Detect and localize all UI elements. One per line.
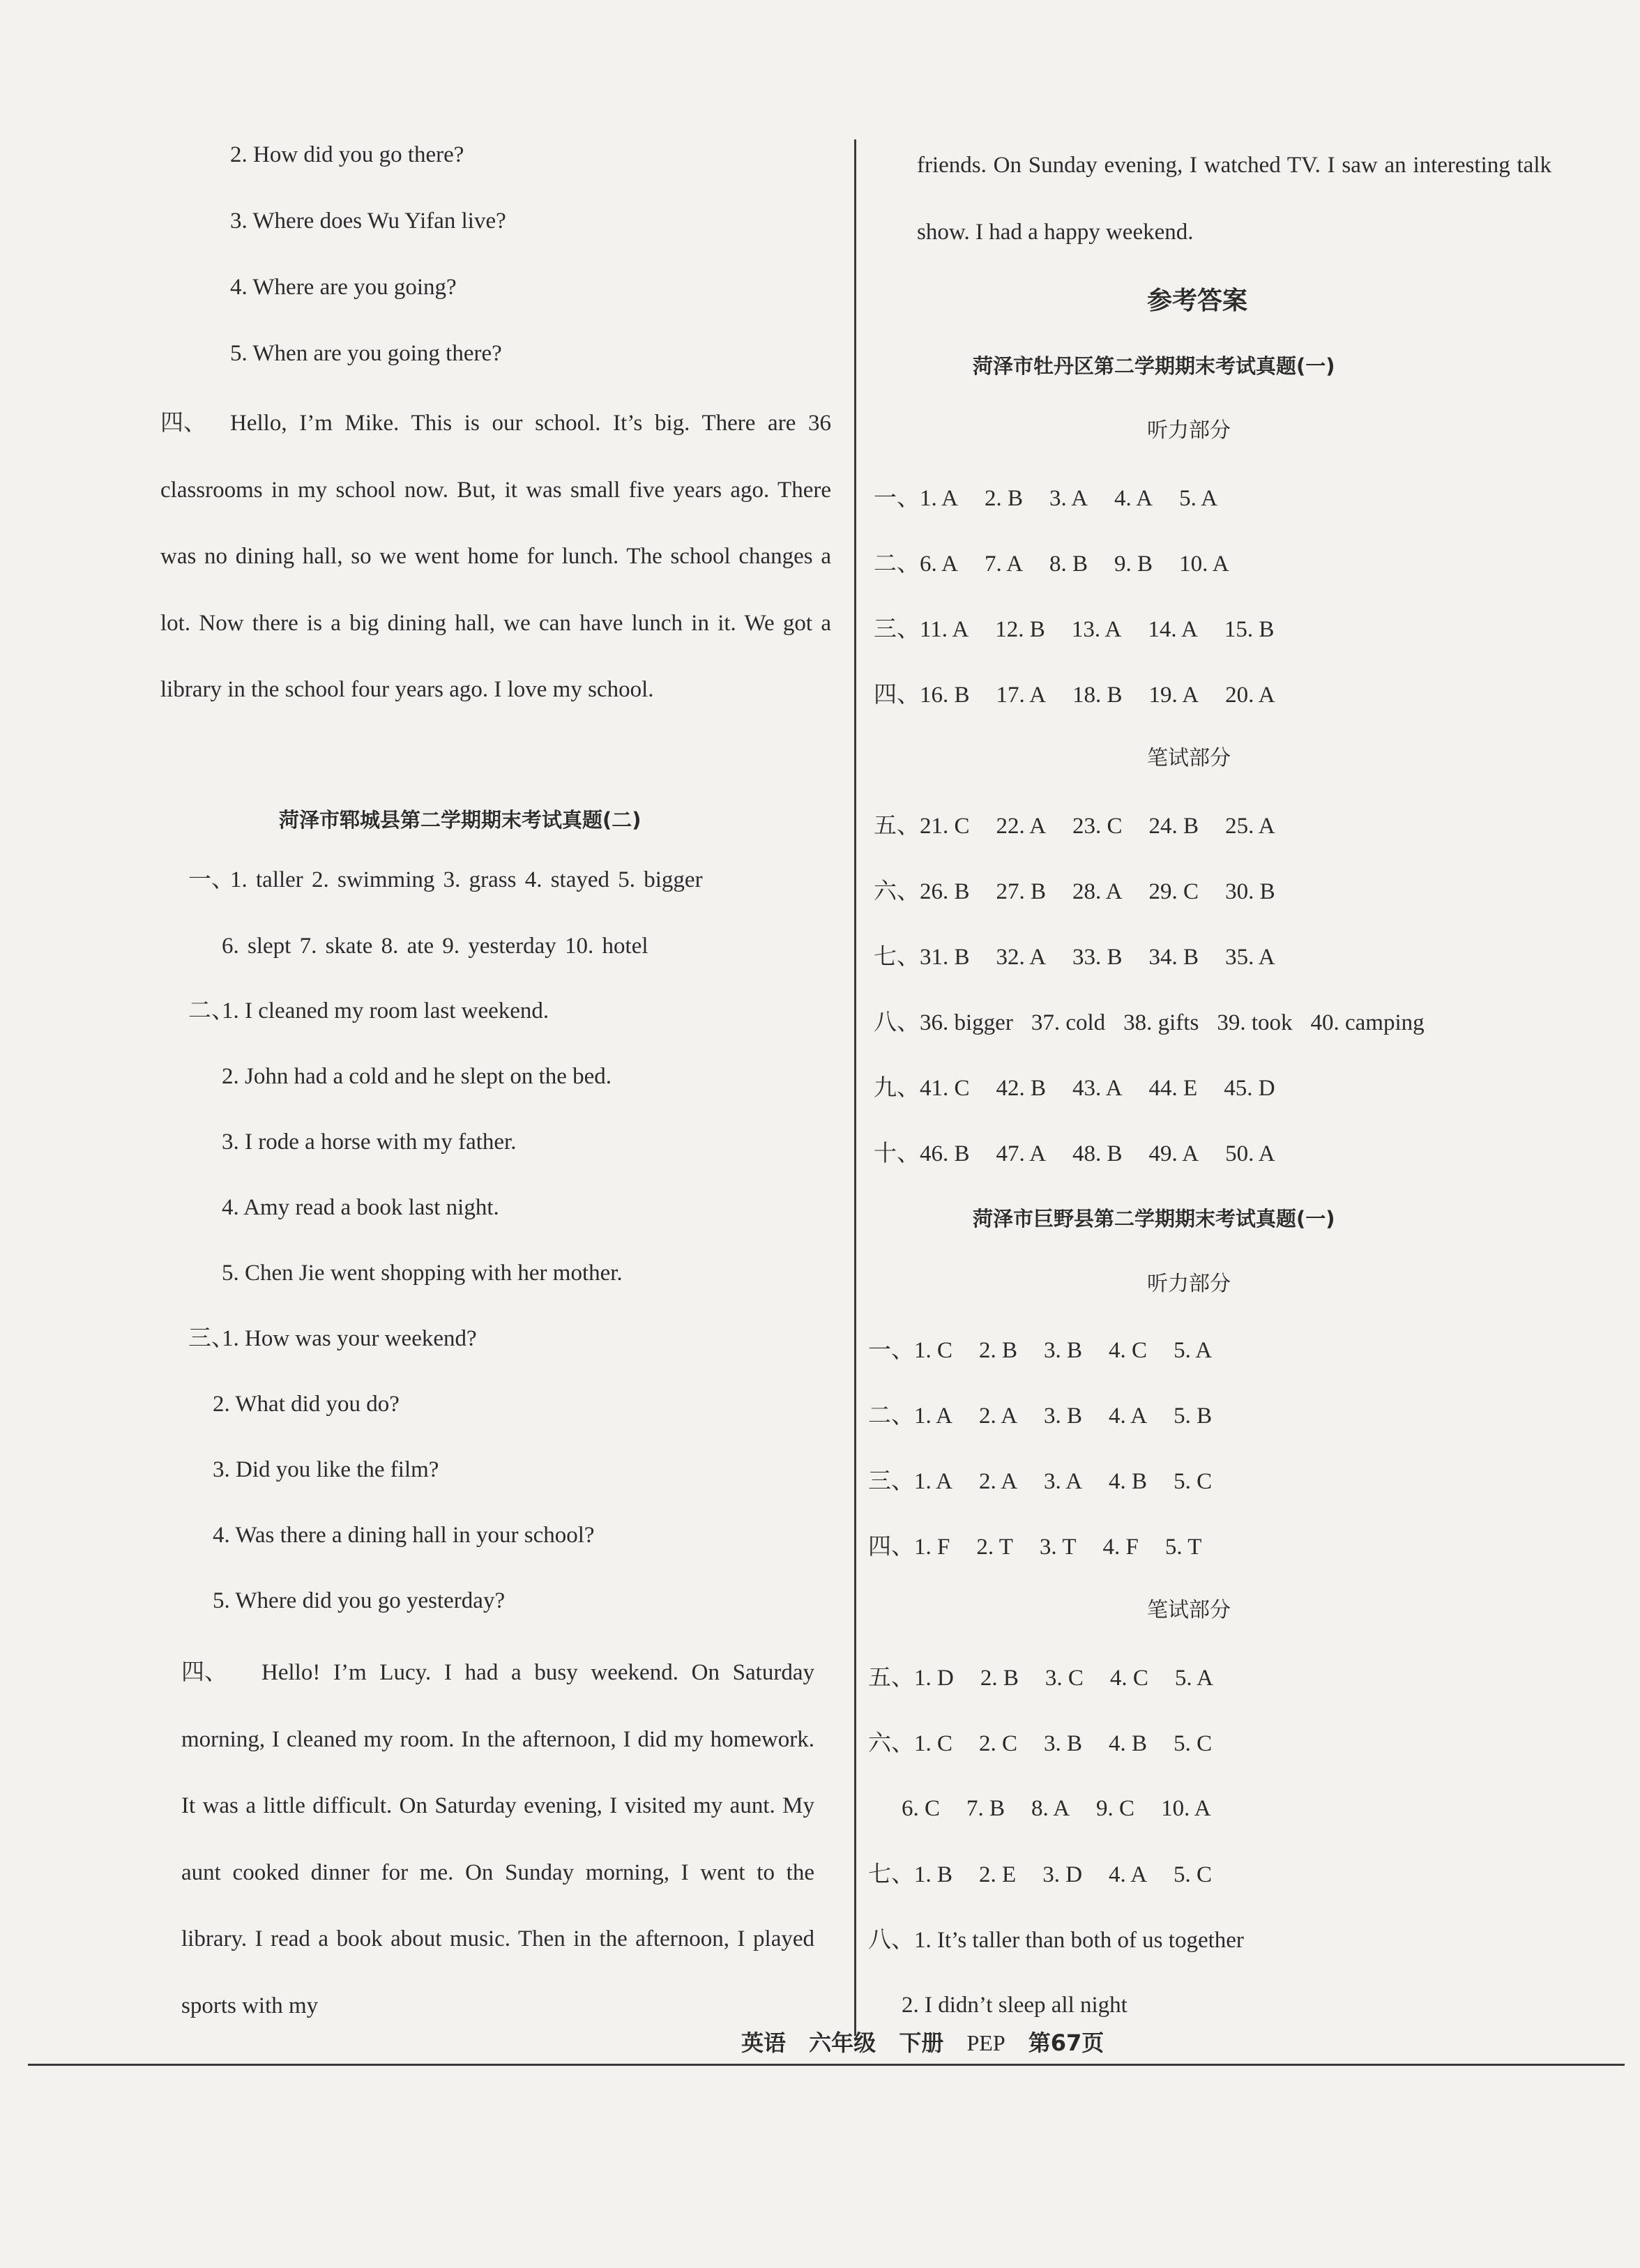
footer-edition: PEP <box>966 2030 1005 2055</box>
passage-lucy <box>181 1640 814 2039</box>
answer-row: 四、16. B 17. A 18. B 19. A 20. A <box>874 680 1275 708</box>
q3-item-2: 2. How did you go there? <box>230 142 464 167</box>
answer-row: 五、1. D 2. B 3. C 4. C 5. A <box>868 1664 1213 1691</box>
footer-grade: 六年级 <box>809 2030 876 2056</box>
q1-row-1: 1. taller 2. swimming 3. grass 4. stayed 5. bigger <box>230 867 703 892</box>
q3b-item-5: 5. Where did you go yesterday? <box>213 1588 506 1613</box>
column-divider <box>854 139 856 2036</box>
answer-row: 二、6. A 7. A 8. B 9. B 10. A <box>874 549 1229 577</box>
q2-item-5: 5. Chen Jie went shopping with her mother. <box>222 1261 623 1286</box>
q2-item-3: 3. I rode a horse with my father. <box>222 1129 517 1155</box>
q3-item-3: 3. Where does Wu Yifan live? <box>230 208 506 234</box>
answer-row: 八、36. bigger 37. cold 38. gifts 39. took 40. camping <box>874 1008 1425 1035</box>
passage-label: 四、 <box>160 411 206 436</box>
answer-row: 二、1. A 2. A 3. B 4. A 5. B <box>868 1401 1213 1429</box>
passage-lucy-label: 四、 <box>181 1660 227 1685</box>
footer-page-number: 第67页 <box>1028 2030 1104 2056</box>
section-title-mudan: 菏泽市牡丹区第二学期期末考试真题(一) <box>973 354 1335 378</box>
q1-label: 一、 <box>188 867 234 892</box>
section-title-yuncheng: 菏泽市郓城县第二学期期末考试真题(二) <box>279 808 641 832</box>
q8-item-2: 2. I didn’t sleep all night <box>902 1993 1128 2018</box>
answers-title: 参考答案 <box>1147 287 1248 315</box>
passage-lucy-cont <box>917 132 1551 266</box>
q2-item-2: 2. John had a cold and he slept on the bed. <box>222 1064 612 1089</box>
answer-row: 三、1. A 2. A 3. A 4. B 5. C <box>868 1467 1213 1494</box>
page-footer <box>741 2027 1119 2058</box>
answer-row: 六、26. B 27. B 28. A 29. C 30. B <box>874 877 1275 904</box>
answer-row: 九、41. C 42. B 43. A 44. E 45. D <box>874 1074 1275 1101</box>
q2-label: 二、 <box>188 998 234 1023</box>
passage-lucy-cont-text: friends. On Sunday evening, I watched TV. I saw an interesting talk show. I had a happy weekend. <box>917 153 1551 245</box>
writing-heading-1: 笔试部分 <box>1147 746 1231 770</box>
answer-row: 七、1. B 2. E 3. D 4. A 5. C <box>868 1860 1213 1887</box>
listening-heading-1: 听力部分 <box>1147 418 1231 443</box>
answer-row: 四、1. F 2. T 3. T 4. F 5. T <box>868 1532 1202 1560</box>
passage-mike <box>160 390 831 724</box>
q2-item-4: 4. Amy read a book last night. <box>222 1195 499 1220</box>
footer-rule <box>28 2064 1625 2066</box>
answer-row: 一、1. A 2. B 3. A 4. A 5. A <box>874 484 1218 511</box>
q3b-item-3: 3. Did you like the film? <box>213 1457 439 1482</box>
answer-row: 五、21. C 22. A 23. C 24. B 25. A <box>874 812 1275 839</box>
q1-row-2: 6. slept 7. skate 8. ate 9. yesterday 10. hotel <box>222 934 648 959</box>
q3-item-4: 4. Where are you going? <box>230 275 457 300</box>
answer-row: 三、11. A 12. B 13. A 14. A 15. B <box>874 615 1275 642</box>
answer-row: 6. C 7. B 8. A 9. C 10. A <box>902 1796 1211 1821</box>
q3-label: 三、 <box>188 1326 234 1351</box>
answer-row: 十、46. B 47. A 48. B 49. A 50. A <box>874 1139 1275 1166</box>
q3-item-5: 5. When are you going there? <box>230 341 502 366</box>
q3b-item-1: 1. How was your weekend? <box>222 1326 477 1351</box>
q3b-item-4: 4. Was there a dining hall in your school? <box>213 1523 595 1548</box>
answer-row: 六、1. C 2. C 3. B 4. B 5. C <box>868 1729 1213 1756</box>
answer-row: 一、1. C 2. B 3. B 4. C 5. A <box>868 1336 1213 1363</box>
passage-lucy-text: Hello! I’m Lucy. I had a busy weekend. On Saturday morning, I cleaned my room. In the afternoon, I did my homework. It was a little difficult. On Saturday evening, I visited my aunt. My aunt cooked dinner for me. On Sunday morning, I went to the library. I read a book about music. Then in the afternoon, I played sports with my <box>181 1660 814 2018</box>
writing-heading-2: 笔试部分 <box>1147 1598 1231 1622</box>
answer-row: 八、1. It’s taller than both of us together <box>868 1926 1244 1953</box>
answer-row: 七、31. B 32. A 33. B 34. B 35. A <box>874 943 1275 970</box>
footer-subject: 英语 <box>741 2030 787 2056</box>
q2-item-1: 1. I cleaned my room last weekend. <box>222 998 549 1023</box>
section-title-juye: 菏泽市巨野县第二学期期末考试真题(一) <box>973 1207 1335 1231</box>
listening-heading-2: 听力部分 <box>1147 1272 1231 1296</box>
footer-volume: 下册 <box>899 2030 944 2056</box>
q3b-item-2: 2. What did you do? <box>213 1392 400 1417</box>
passage-mike-text: Hello, I’m Mike. This is our school. It’s big. There are 36 classrooms in my school now. But, it was small five years ago. There was no dining hall, so we went home for lunch. The school changes a lot. Now there is a big dining hall, we can have lunch in it. We got a library in the school four years ago. I love my school. <box>160 411 831 702</box>
